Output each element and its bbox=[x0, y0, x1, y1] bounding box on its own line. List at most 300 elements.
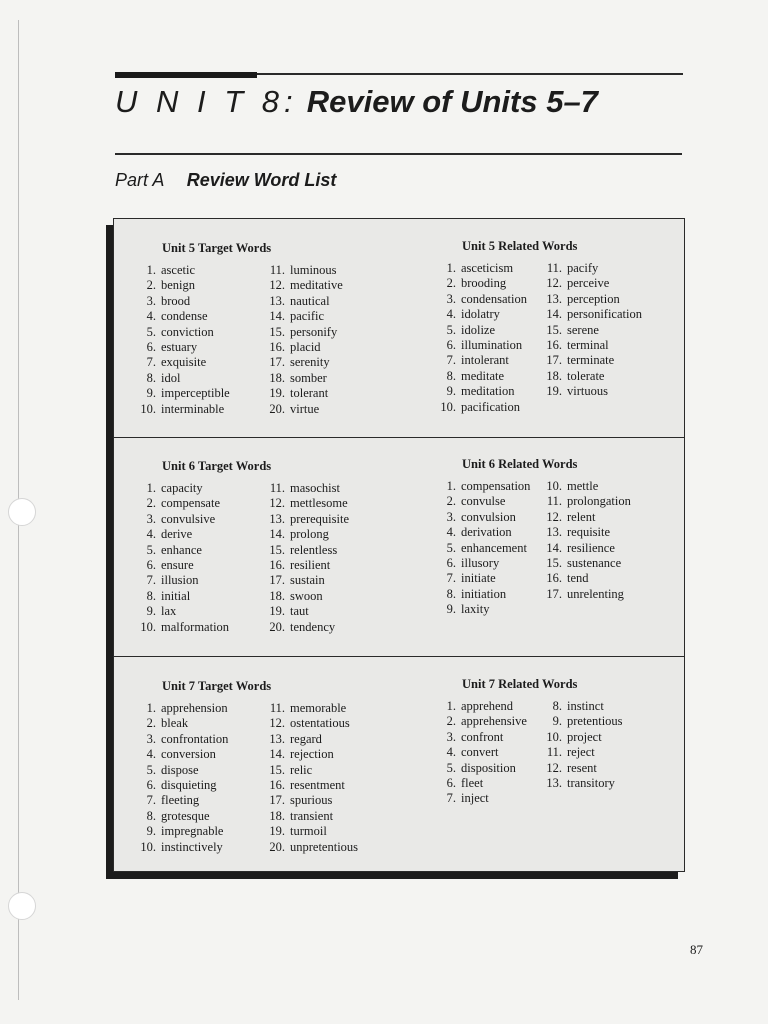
word-list-item bbox=[434, 699, 527, 714]
word-list-item bbox=[134, 386, 230, 401]
word-text: derive bbox=[161, 527, 193, 542]
word-list-item bbox=[434, 369, 527, 384]
word-text: tolerate bbox=[567, 368, 605, 383]
word-list-item bbox=[540, 479, 631, 494]
word-list-item bbox=[263, 386, 343, 401]
word-text: illusion bbox=[161, 573, 199, 588]
word-text: memorable bbox=[290, 701, 347, 715]
word-number: 16. bbox=[269, 557, 285, 572]
word-list-item bbox=[540, 525, 631, 540]
word-text: conviction bbox=[161, 324, 214, 339]
word-number: 13. bbox=[269, 293, 285, 308]
target-words-heading: Unit 6 Target Words bbox=[162, 459, 272, 473]
unit-7-section bbox=[114, 657, 684, 871]
word-text: idolatry bbox=[461, 307, 500, 322]
word-list-item bbox=[263, 355, 343, 370]
word-list-item bbox=[134, 263, 230, 278]
word-list-item bbox=[540, 261, 642, 276]
word-text: illusory bbox=[461, 555, 500, 570]
word-list-item bbox=[540, 587, 631, 602]
word-text: tolerant bbox=[290, 386, 329, 401]
word-text: sustenance bbox=[567, 555, 622, 570]
word-list-item bbox=[540, 556, 631, 571]
word-number: 2. bbox=[146, 278, 156, 293]
word-text: spurious bbox=[290, 793, 333, 808]
word-list-item bbox=[263, 496, 349, 511]
part-title: Review Word List bbox=[186, 170, 337, 190]
word-number: 11. bbox=[269, 701, 285, 715]
word-number: 4. bbox=[146, 747, 156, 762]
word-number: 1. bbox=[146, 701, 156, 715]
word-text: brooding bbox=[461, 276, 507, 291]
word-list-item bbox=[263, 620, 349, 635]
target-words-col1 bbox=[134, 701, 228, 855]
word-list-item bbox=[134, 481, 229, 496]
word-text: meditate bbox=[461, 368, 505, 383]
word-list-item bbox=[134, 309, 230, 324]
word-number: 9. bbox=[146, 604, 156, 619]
word-number: 17. bbox=[269, 355, 285, 370]
word-list-item bbox=[434, 730, 527, 745]
word-text: enhance bbox=[161, 542, 202, 557]
word-number: 9. bbox=[146, 386, 156, 401]
word-number: 2. bbox=[446, 714, 456, 729]
word-text: fleet bbox=[461, 775, 484, 790]
word-number: 8. bbox=[552, 699, 562, 713]
word-number: 6. bbox=[146, 557, 156, 572]
word-list-item bbox=[263, 763, 358, 778]
word-list-item bbox=[134, 355, 230, 370]
word-text: compensation bbox=[461, 479, 531, 493]
word-text: tend bbox=[567, 571, 589, 586]
word-number: 2. bbox=[146, 716, 156, 731]
word-number: 14. bbox=[546, 307, 562, 322]
word-number: 1. bbox=[446, 479, 456, 493]
related-words-col1 bbox=[434, 261, 527, 415]
word-number: 3. bbox=[146, 293, 156, 308]
word-list-item bbox=[263, 309, 343, 324]
unit-label: U N I T 8: bbox=[115, 84, 298, 119]
word-text: idol bbox=[161, 370, 181, 385]
word-number: 12. bbox=[269, 496, 285, 511]
word-text: personify bbox=[290, 324, 338, 339]
word-number: 16. bbox=[546, 337, 562, 352]
related-words-heading: Unit 7 Related Words bbox=[462, 677, 578, 691]
word-text: intolerant bbox=[461, 353, 509, 368]
word-text: estuary bbox=[161, 339, 198, 354]
word-list-item bbox=[134, 732, 228, 747]
word-text: relic bbox=[290, 762, 313, 777]
word-number: 5. bbox=[146, 324, 156, 339]
word-number: 12. bbox=[546, 276, 562, 291]
word-number: 8. bbox=[146, 370, 156, 385]
word-list-item bbox=[263, 543, 349, 558]
word-text: transient bbox=[290, 808, 334, 823]
word-list-item bbox=[263, 732, 358, 747]
word-number: 6. bbox=[446, 555, 456, 570]
word-number: 10. bbox=[140, 619, 156, 634]
word-list-item bbox=[540, 307, 642, 322]
word-list-item bbox=[263, 778, 358, 793]
word-list-item bbox=[540, 510, 631, 525]
word-list-item bbox=[263, 278, 343, 293]
word-list-item bbox=[540, 714, 623, 729]
word-number: 9. bbox=[446, 384, 456, 399]
word-number: 12. bbox=[269, 278, 285, 293]
word-list-item bbox=[540, 776, 623, 791]
word-list-item bbox=[434, 276, 527, 291]
word-text: apprehension bbox=[161, 701, 228, 715]
word-list-item bbox=[434, 292, 527, 307]
word-list-item bbox=[134, 371, 230, 386]
word-number: 8. bbox=[446, 368, 456, 383]
word-text: relent bbox=[567, 509, 596, 524]
part-heading bbox=[115, 170, 336, 191]
word-number: 17. bbox=[269, 793, 285, 808]
word-text: pacification bbox=[461, 399, 520, 414]
word-number: 3. bbox=[146, 731, 156, 746]
related-words-heading: Unit 5 Related Words bbox=[462, 239, 578, 253]
word-number: 13. bbox=[546, 775, 562, 790]
word-list-item bbox=[134, 778, 228, 793]
target-words-col2 bbox=[263, 701, 358, 855]
word-number: 13. bbox=[269, 731, 285, 746]
word-list-item bbox=[134, 747, 228, 762]
word-text: swoon bbox=[290, 588, 323, 603]
word-list-item bbox=[540, 323, 642, 338]
word-list-item bbox=[263, 263, 343, 278]
word-number: 19. bbox=[269, 386, 285, 401]
word-text: initial bbox=[161, 588, 191, 603]
heading-divider bbox=[115, 153, 682, 155]
word-number: 2. bbox=[446, 494, 456, 509]
word-number: 3. bbox=[446, 509, 456, 524]
word-list-item bbox=[263, 747, 358, 762]
target-words-col1 bbox=[134, 263, 230, 417]
title-rule-thick bbox=[115, 72, 257, 78]
word-text: mettlesome bbox=[290, 496, 348, 511]
word-number: 11. bbox=[269, 263, 285, 277]
word-text: interminable bbox=[161, 401, 225, 416]
word-text: taut bbox=[290, 604, 309, 619]
word-list-item bbox=[263, 340, 343, 355]
word-text: convert bbox=[461, 745, 499, 760]
word-list-item bbox=[263, 481, 349, 496]
word-text: perceive bbox=[567, 276, 610, 291]
word-list-item bbox=[434, 776, 527, 791]
word-number: 13. bbox=[546, 525, 562, 540]
word-text: dispose bbox=[161, 762, 199, 777]
word-list-item bbox=[434, 556, 530, 571]
word-text: imperceptible bbox=[161, 386, 230, 401]
word-list-item bbox=[134, 763, 228, 778]
word-number: 9. bbox=[552, 714, 562, 729]
word-list-item bbox=[434, 525, 530, 540]
target-words-col2 bbox=[263, 481, 349, 635]
word-list-item bbox=[263, 558, 349, 573]
word-text: relentless bbox=[290, 542, 338, 557]
word-list-item bbox=[134, 527, 229, 542]
word-list-item bbox=[263, 371, 343, 386]
word-text: confront bbox=[461, 729, 504, 744]
related-words-col2 bbox=[540, 261, 642, 400]
word-number: 1. bbox=[446, 699, 456, 713]
word-number: 6. bbox=[446, 337, 456, 352]
word-text: somber bbox=[290, 370, 327, 385]
word-list-item bbox=[134, 589, 229, 604]
word-number: 18. bbox=[546, 368, 562, 383]
word-list-item bbox=[434, 338, 527, 353]
word-number: 19. bbox=[546, 384, 562, 399]
word-number: 14. bbox=[546, 540, 562, 555]
word-text: transitory bbox=[567, 775, 615, 790]
word-number: 9. bbox=[146, 824, 156, 839]
word-number: 16. bbox=[269, 777, 285, 792]
word-list-item bbox=[134, 512, 229, 527]
word-text: convulsive bbox=[161, 511, 216, 526]
word-number: 15. bbox=[269, 542, 285, 557]
word-list-item bbox=[434, 307, 527, 322]
word-text: virtue bbox=[290, 401, 320, 416]
word-number: 7. bbox=[146, 793, 156, 808]
word-text: requisite bbox=[567, 525, 611, 540]
word-number: 1. bbox=[146, 263, 156, 277]
word-number: 17. bbox=[546, 353, 562, 368]
word-list-item bbox=[263, 793, 358, 808]
word-number: 13. bbox=[546, 291, 562, 306]
word-number: 14. bbox=[269, 309, 285, 324]
word-number: 5. bbox=[446, 540, 456, 555]
word-text: unpretentious bbox=[290, 839, 359, 854]
related-words-col2 bbox=[540, 699, 623, 791]
page-number: 87 bbox=[690, 942, 703, 957]
word-list-item bbox=[540, 699, 623, 714]
word-number: 13. bbox=[269, 511, 285, 526]
related-words-col1 bbox=[434, 699, 527, 807]
word-number: 19. bbox=[269, 824, 285, 839]
word-list-item bbox=[134, 496, 229, 511]
related-words-heading: Unit 6 Related Words bbox=[462, 457, 578, 471]
word-list-item bbox=[540, 384, 642, 399]
word-list-item bbox=[263, 824, 358, 839]
word-list-item bbox=[134, 604, 229, 619]
word-text: condense bbox=[161, 309, 208, 324]
word-text: fleeting bbox=[161, 793, 200, 808]
word-number: 10. bbox=[140, 839, 156, 854]
word-text: reject bbox=[567, 745, 595, 760]
word-number: 16. bbox=[269, 339, 285, 354]
target-words-col1 bbox=[134, 481, 229, 635]
word-number: 4. bbox=[446, 525, 456, 540]
word-text: compensate bbox=[161, 496, 221, 511]
word-text: illumination bbox=[461, 337, 523, 352]
word-number: 6. bbox=[146, 339, 156, 354]
word-list-item bbox=[434, 587, 530, 602]
word-text: malformation bbox=[161, 619, 230, 634]
word-list-item bbox=[134, 573, 229, 588]
word-list-item bbox=[540, 353, 642, 368]
word-number: 4. bbox=[446, 745, 456, 760]
word-text: inject bbox=[461, 791, 489, 806]
word-text: disquieting bbox=[161, 777, 217, 792]
word-text: resilience bbox=[567, 540, 615, 555]
word-number: 5. bbox=[446, 322, 456, 337]
word-list-item bbox=[263, 325, 343, 340]
target-words-heading: Unit 5 Target Words bbox=[162, 241, 272, 255]
word-number: 10. bbox=[140, 401, 156, 416]
word-number: 7. bbox=[446, 791, 456, 806]
word-text: exquisite bbox=[161, 355, 207, 370]
word-list-item bbox=[263, 701, 358, 716]
word-number: 17. bbox=[269, 573, 285, 588]
word-list-item bbox=[434, 571, 530, 586]
unit-title: Review of Units 5–7 bbox=[306, 84, 598, 119]
word-list-item bbox=[434, 761, 527, 776]
word-number: 14. bbox=[269, 527, 285, 542]
word-text: regard bbox=[290, 731, 322, 746]
word-text: perception bbox=[567, 291, 620, 306]
word-text: project bbox=[567, 729, 602, 744]
unit-6-section bbox=[114, 438, 684, 657]
word-list-item bbox=[263, 527, 349, 542]
word-list-item bbox=[134, 716, 228, 731]
word-text: prolong bbox=[290, 527, 329, 542]
word-text: pacific bbox=[290, 309, 325, 324]
word-number: 20. bbox=[269, 401, 285, 416]
word-number: 4. bbox=[146, 309, 156, 324]
word-list-item bbox=[434, 602, 530, 617]
word-number: 7. bbox=[446, 353, 456, 368]
word-text: capacity bbox=[161, 481, 203, 495]
word-list-item bbox=[540, 761, 623, 776]
word-list-item bbox=[134, 278, 230, 293]
word-list-item bbox=[134, 340, 230, 355]
unit-5-section bbox=[114, 219, 684, 438]
word-list-item bbox=[540, 571, 631, 586]
word-text: bleak bbox=[161, 716, 189, 731]
word-list-item bbox=[263, 402, 343, 417]
word-text: nautical bbox=[290, 293, 330, 308]
word-number: 7. bbox=[446, 571, 456, 586]
word-list-item bbox=[134, 793, 228, 808]
word-text: resilient bbox=[290, 557, 331, 572]
punch-hole bbox=[8, 498, 36, 526]
word-list-item bbox=[540, 541, 631, 556]
word-list-item bbox=[134, 325, 230, 340]
word-number: 15. bbox=[269, 762, 285, 777]
word-text: confrontation bbox=[161, 731, 229, 746]
word-list-item bbox=[434, 323, 527, 338]
word-number: 4. bbox=[146, 527, 156, 542]
unit-heading bbox=[115, 84, 598, 120]
word-list-item bbox=[263, 512, 349, 527]
word-number: 18. bbox=[269, 370, 285, 385]
word-list-item bbox=[134, 620, 229, 635]
word-text: virtuous bbox=[567, 384, 608, 399]
word-list-item bbox=[434, 400, 527, 415]
word-number: 2. bbox=[146, 496, 156, 511]
target-words-heading: Unit 7 Target Words bbox=[162, 679, 272, 693]
word-number: 8. bbox=[146, 808, 156, 823]
word-text: serenity bbox=[290, 355, 330, 370]
word-number: 12. bbox=[546, 760, 562, 775]
word-list-item bbox=[134, 402, 230, 417]
word-number: 7. bbox=[146, 573, 156, 588]
word-text: ascetic bbox=[161, 263, 196, 277]
word-number: 1. bbox=[446, 261, 456, 275]
word-list-item bbox=[263, 573, 349, 588]
word-list-item bbox=[434, 384, 527, 399]
word-number: 2. bbox=[446, 276, 456, 291]
word-text: turmoil bbox=[290, 824, 327, 839]
word-text: grotesque bbox=[161, 808, 210, 823]
word-text: enhancement bbox=[461, 540, 527, 555]
word-list-item bbox=[263, 809, 358, 824]
word-number: 11. bbox=[546, 745, 562, 760]
word-list-item bbox=[434, 510, 530, 525]
word-number: 4. bbox=[446, 307, 456, 322]
word-number: 6. bbox=[446, 775, 456, 790]
word-list-item bbox=[134, 294, 230, 309]
word-text: ostentatious bbox=[290, 716, 350, 731]
word-number: 3. bbox=[446, 729, 456, 744]
word-text: instinctively bbox=[161, 839, 223, 854]
word-text: sustain bbox=[290, 573, 325, 588]
word-text: conversion bbox=[161, 747, 216, 762]
punch-hole bbox=[8, 892, 36, 920]
word-number: 15. bbox=[546, 555, 562, 570]
word-number: 3. bbox=[146, 511, 156, 526]
word-text: laxity bbox=[461, 602, 490, 617]
word-text: benign bbox=[161, 278, 196, 293]
word-list-item bbox=[134, 558, 229, 573]
word-text: initiate bbox=[461, 571, 496, 586]
word-list-item bbox=[434, 261, 527, 276]
word-list-item bbox=[434, 353, 527, 368]
title-rule-thin bbox=[257, 73, 683, 75]
word-text: disposition bbox=[461, 760, 516, 775]
word-text: resentment bbox=[290, 777, 345, 792]
word-number: 7. bbox=[146, 355, 156, 370]
word-number: 12. bbox=[269, 716, 285, 731]
word-text: ensure bbox=[161, 557, 194, 572]
word-number: 8. bbox=[146, 588, 156, 603]
word-list-item bbox=[434, 791, 527, 806]
word-text: idolize bbox=[461, 322, 496, 337]
word-list-item bbox=[434, 541, 530, 556]
word-number: 16. bbox=[546, 571, 562, 586]
word-text: prolongation bbox=[567, 494, 631, 509]
word-number: 11. bbox=[546, 261, 562, 275]
word-text: prerequisite bbox=[290, 511, 350, 526]
word-list-item bbox=[434, 494, 530, 509]
word-text: initiation bbox=[461, 586, 507, 601]
word-text: brood bbox=[161, 293, 191, 308]
word-list-item bbox=[263, 589, 349, 604]
word-list-item bbox=[540, 276, 642, 291]
word-list-item bbox=[540, 338, 642, 353]
word-list-item bbox=[540, 494, 631, 509]
word-list-item bbox=[434, 479, 530, 494]
related-words-col2 bbox=[540, 479, 631, 602]
word-text: rejection bbox=[290, 747, 334, 762]
word-text: pacify bbox=[567, 261, 599, 275]
word-number: 6. bbox=[146, 777, 156, 792]
word-text: condensation bbox=[461, 291, 527, 306]
word-list-item bbox=[540, 292, 642, 307]
word-number: 10. bbox=[546, 479, 562, 493]
word-list-item bbox=[540, 730, 623, 745]
